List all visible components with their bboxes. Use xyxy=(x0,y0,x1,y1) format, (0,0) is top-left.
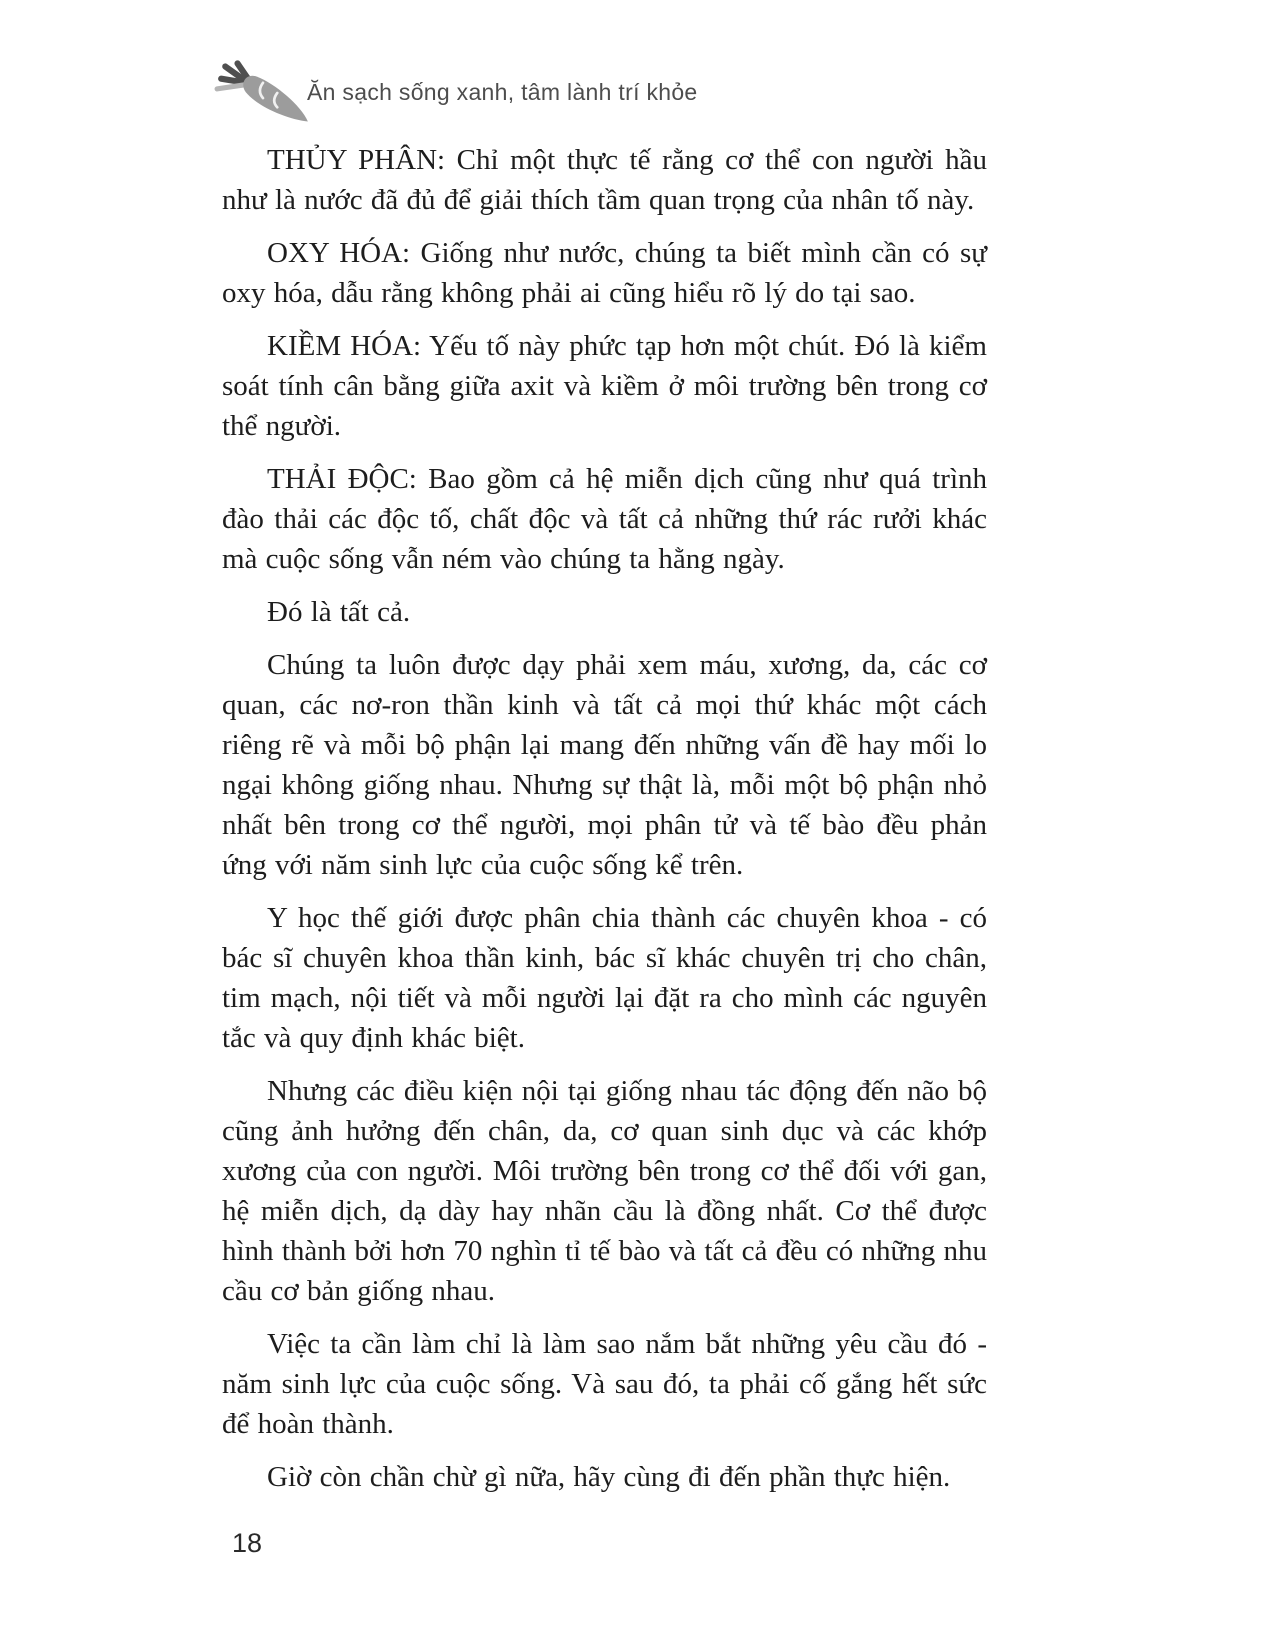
page-header xyxy=(213,55,698,133)
paragraph-viec-ta-can-lam: Việc ta cần làm chỉ là làm sao nắm bắt những yêu cầu đó - năm sinh lực của cuộc sống. Và sau đó, ta phải cố gắng hết sức để hoàn thành. xyxy=(222,1328,987,1440)
paragraph-y-hoc: Y học thế giới được phân chia thành các chuyên khoa - có bác sĩ chuyên khoa thần kinh, bác sĩ khác chuyên trị cho chân, tim mạch, nội tiết và mỗi người lại đặt ra cho mình các nguyên tắc và quy định khác biệt. xyxy=(222,902,987,1054)
carrot-icon xyxy=(213,57,315,131)
paragraph-do-la-tat-ca: Đó là tất cả. xyxy=(267,596,411,628)
page-number: 18 xyxy=(232,1528,263,1558)
paragraph-thuy-phan: THỦY PHÂN: Chỉ một thực tế rằng cơ thể con người hầu như là nước đã đủ để giải thích tầm quan trọng của nhân tố này. xyxy=(222,144,987,216)
paragraph-nhung-cac-dieu-kien: Nhưng các điều kiện nội tại giống nhau tác động đến não bộ cũng ảnh hưởng đến chân, da, cơ quan sinh dục và các khớp xương của con người. Môi trường bên trong cơ thể đối với gan, hệ miễn dịch, dạ dày hay nhãn cầu là đồng nhất. Cơ thể được hình thành bởi hơn 70 nghìn tỉ tế bào và tất cả đều có những nhu cầu cơ bản giống nhau. xyxy=(222,1075,987,1307)
page-body xyxy=(222,140,987,1510)
paragraph-thai-doc: THẢI ĐỘC: Bao gồm cả hệ miễn dịch cũng như quá trình đào thải các độc tố, chất độc và tất cả những thứ rác rưởi khác mà cuộc sống vẫn ném vào chúng ta hằng ngày. xyxy=(222,463,987,575)
running-head-title: Ăn sạch sống xanh, tâm lành trí khỏe xyxy=(307,78,698,105)
paragraph-oxy-hoa: OXY HÓA: Giống như nước, chúng ta biết mình cần có sự oxy hóa, dẫu rằng không phải ai cũng hiểu rõ lý do tại sao. xyxy=(222,237,987,309)
paragraph-chung-ta-luon: Chúng ta luôn được dạy phải xem máu, xương, da, các cơ quan, các nơ-ron thần kinh và tất cả mọi thứ khác một cách riêng rẽ và mỗi bộ phận lại mang đến những vấn đề hay mối lo ngại không giống nhau. Nhưng sự thật là, mỗi một bộ phận nhỏ nhất bên trong cơ thể người, mọi phân tử và tế bào đều phản ứng với năm sinh lực của cuộc sống kể trên. xyxy=(222,649,987,881)
paragraph-kiem-hoa: KIỀM HÓA: Yếu tố này phức tạp hơn một chút. Đó là kiểm soát tính cân bằng giữa axit và kiềm ở môi trường bên trong cơ thể người. xyxy=(222,330,987,442)
paragraph-gio-con-chan-chu: Giờ còn chần chừ gì nữa, hãy cùng đi đến phần thực hiện. xyxy=(267,1461,951,1493)
